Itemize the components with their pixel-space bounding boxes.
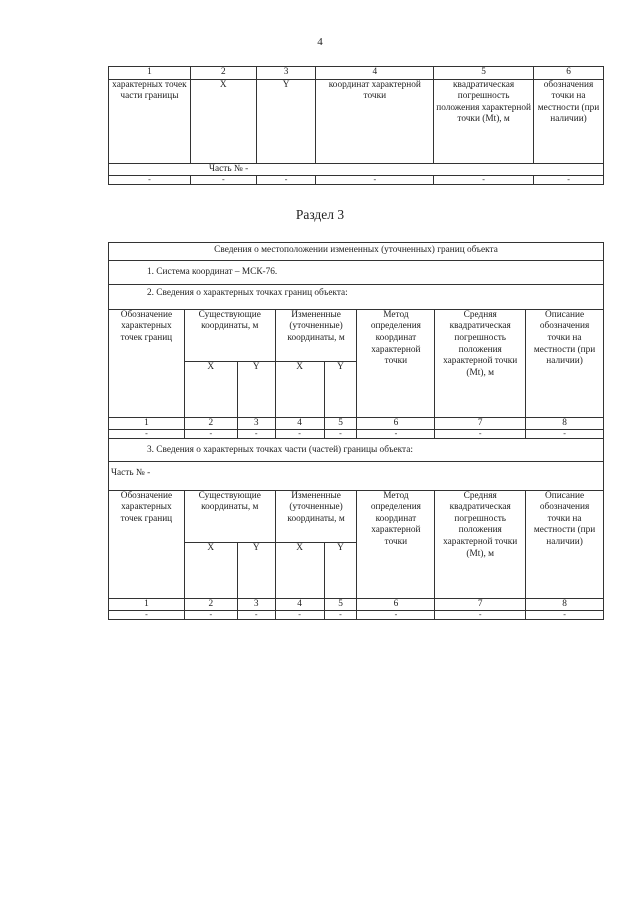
col-number: 3 bbox=[256, 67, 316, 80]
section2-row bbox=[109, 285, 604, 310]
dash-cell: - bbox=[237, 611, 275, 620]
column-number-row bbox=[109, 598, 604, 611]
col-number: 5 bbox=[324, 417, 357, 430]
x-label: X bbox=[275, 361, 324, 417]
col-number: 6 bbox=[357, 417, 435, 430]
header-existing: Существующие координаты, м bbox=[184, 490, 275, 542]
dash-cell: - bbox=[109, 430, 185, 439]
header-row-b bbox=[109, 490, 604, 542]
col-number: 1 bbox=[109, 598, 185, 611]
header-cell: характерных точек части границы bbox=[109, 79, 191, 163]
col-number: 8 bbox=[526, 598, 604, 611]
dash-row bbox=[109, 430, 604, 439]
col-number: 3 bbox=[237, 417, 275, 430]
dash-cell: - bbox=[316, 176, 434, 185]
dash-cell: - bbox=[526, 430, 604, 439]
col-number: 5 bbox=[324, 598, 357, 611]
part-row bbox=[109, 462, 604, 491]
section3-row bbox=[109, 439, 604, 462]
table-title-row bbox=[109, 243, 604, 261]
col-number: 6 bbox=[357, 598, 435, 611]
dash-cell: - bbox=[109, 611, 185, 620]
table-title: Сведения о местоположении измененных (уточненных) границ объекта bbox=[109, 243, 604, 261]
header-cell: Y bbox=[256, 79, 316, 163]
y-label: Y bbox=[237, 361, 275, 417]
dash-cell: - bbox=[435, 611, 526, 620]
dash-row bbox=[109, 611, 604, 620]
coord-system-row bbox=[109, 260, 604, 285]
part-label: Часть № bbox=[209, 163, 243, 174]
part-label: Часть № - bbox=[109, 462, 604, 491]
dash-cell: - bbox=[190, 176, 256, 185]
column-number-row bbox=[109, 417, 604, 430]
col-number: 1 bbox=[109, 67, 191, 80]
col-number: 4 bbox=[275, 417, 324, 430]
header-cell: квадратическая погрешность положения характерной точки (Mt), м bbox=[434, 79, 534, 163]
col-number: 1 bbox=[109, 417, 185, 430]
section-title: Раздел 3 bbox=[295, 207, 345, 222]
y-label: Y bbox=[324, 361, 357, 417]
header-changed: Измененные (уточненные) координаты, м bbox=[275, 490, 357, 542]
col-number: 2 bbox=[184, 598, 237, 611]
col-number: 2 bbox=[184, 417, 237, 430]
dash-cell: - bbox=[275, 611, 324, 620]
header-existing: Существующие координаты, м bbox=[184, 309, 275, 361]
dash-row bbox=[109, 176, 604, 185]
header-cell: X bbox=[190, 79, 256, 163]
header-row-a bbox=[109, 309, 604, 361]
col-number: 5 bbox=[434, 67, 534, 80]
dash-cell: - bbox=[324, 611, 357, 620]
part-row bbox=[109, 163, 604, 176]
page-number: 4 bbox=[317, 36, 323, 48]
dash-cell: - bbox=[109, 176, 191, 185]
column-number-row bbox=[109, 67, 604, 80]
header-description: Описание обозначения точки на местности (при наличии) bbox=[526, 490, 604, 598]
dash-cell: - bbox=[184, 611, 237, 620]
dash-cell: - bbox=[237, 430, 275, 439]
y-label: Y bbox=[324, 542, 357, 598]
col-number: 3 bbox=[237, 598, 275, 611]
col-number: 6 bbox=[534, 67, 604, 80]
section2-heading: 2. Сведения о характерных точках границ объекта: bbox=[109, 285, 604, 310]
dash-cell: - bbox=[184, 430, 237, 439]
header-cell: координат характерной точки bbox=[316, 79, 434, 163]
col-number: 8 bbox=[526, 417, 604, 430]
header-cell: обозначения точки на местности (при наличии) bbox=[534, 79, 604, 163]
dash-cell: - bbox=[434, 176, 534, 185]
part-value: - bbox=[245, 163, 249, 174]
dash-cell: - bbox=[526, 611, 604, 620]
continuation-table bbox=[108, 66, 604, 185]
header-method: Метод определения координат характерной точки bbox=[357, 309, 435, 417]
col-number: 4 bbox=[275, 598, 324, 611]
dash-cell: - bbox=[324, 430, 357, 439]
header-method: Метод определения координат характерной точки bbox=[357, 490, 435, 598]
dash-cell: - bbox=[275, 430, 324, 439]
header-changed: Измененные (уточненные) координаты, м bbox=[275, 309, 357, 361]
header-description: Описание обозначения точки на местности (при наличии) bbox=[526, 309, 604, 417]
header-error: Средняя квадратическая погрешность положения характерной точки (Mt), м bbox=[435, 309, 526, 417]
section3-heading: 3. Сведения о характерных точках части (частей) границы объекта: bbox=[109, 439, 604, 462]
col-number: 7 bbox=[435, 598, 526, 611]
x-label: X bbox=[184, 542, 237, 598]
x-label: X bbox=[184, 361, 237, 417]
dash-cell: - bbox=[534, 176, 604, 185]
dash-cell: - bbox=[357, 611, 435, 620]
header-error: Средняя квадратическая погрешность положения характерной точки (Mt), м bbox=[435, 490, 526, 598]
dash-cell: - bbox=[256, 176, 316, 185]
coord-system: 1. Система координат – МСК-76. bbox=[109, 260, 604, 285]
boundary-table bbox=[108, 242, 604, 620]
y-label: Y bbox=[237, 542, 275, 598]
x-label: X bbox=[275, 542, 324, 598]
header-designation: Обозначение характерных точек границ bbox=[109, 309, 185, 417]
header-row bbox=[109, 79, 604, 163]
dash-cell: - bbox=[357, 430, 435, 439]
col-number: 7 bbox=[435, 417, 526, 430]
dash-cell: - bbox=[435, 430, 526, 439]
col-number: 2 bbox=[190, 67, 256, 80]
header-designation: Обозначение характерных точек границ bbox=[109, 490, 185, 598]
col-number: 4 bbox=[316, 67, 434, 80]
